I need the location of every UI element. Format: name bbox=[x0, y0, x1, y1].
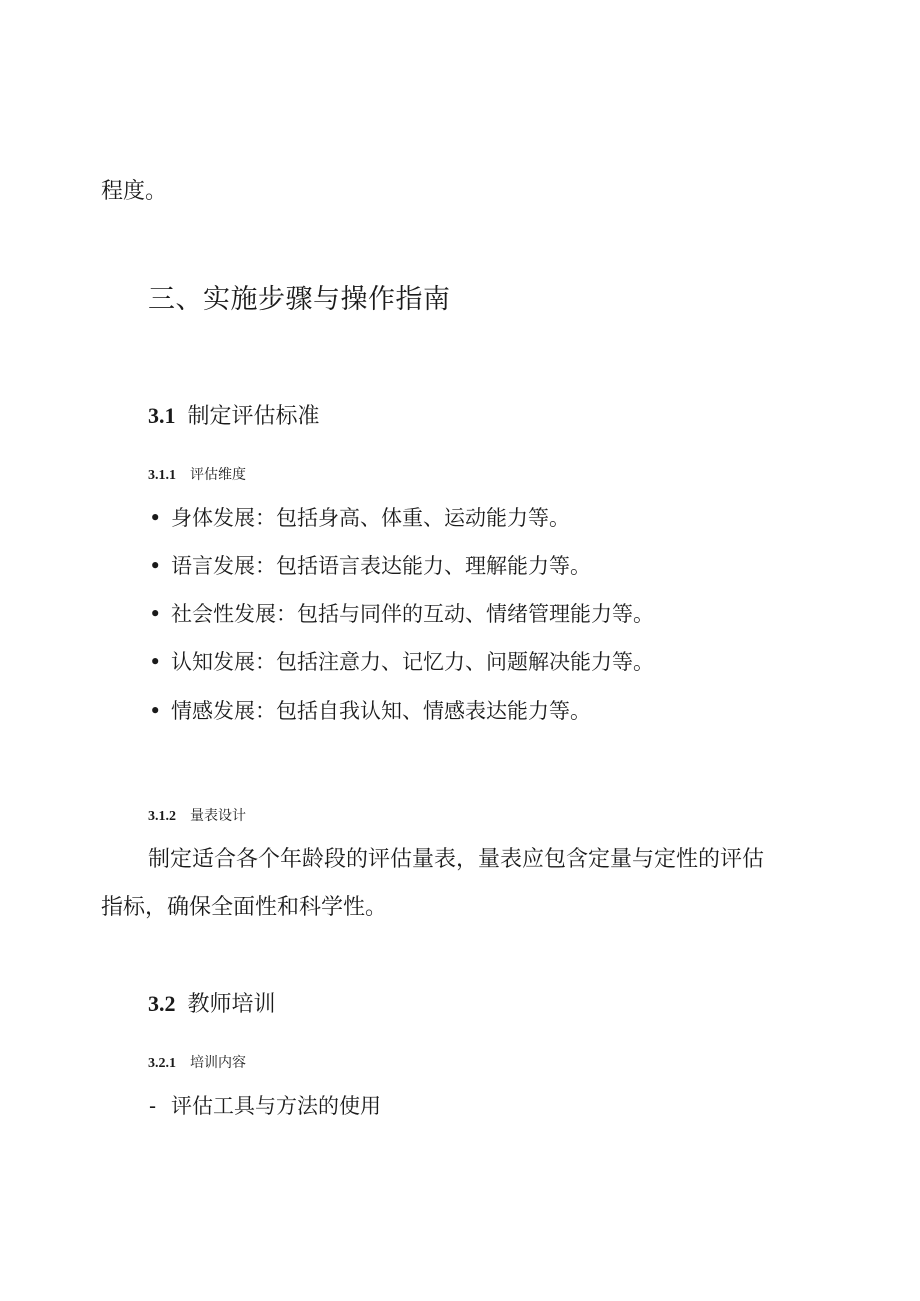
bullet-marker: • bbox=[149, 699, 162, 723]
bullet-marker: • bbox=[149, 554, 162, 578]
list-item bbox=[149, 552, 591, 580]
list-item-text: 语言发展：包括语言表达能力、理解能力等。 bbox=[171, 554, 591, 578]
bullet-marker: • bbox=[149, 506, 162, 530]
dash-list-item bbox=[149, 1092, 381, 1120]
heading-3-1-1-title: 评估维度 bbox=[190, 467, 246, 483]
list-item-text: 情感发展：包括自我认知、情感表达能力等。 bbox=[171, 699, 591, 723]
continuation-text: 程度。 bbox=[101, 179, 168, 204]
bullet-marker: • bbox=[149, 650, 162, 674]
list-item bbox=[149, 648, 654, 676]
heading-3-1 bbox=[148, 402, 320, 431]
heading-3-1-1-number: 3.1.1 bbox=[148, 468, 176, 483]
heading-3-1-1 bbox=[148, 466, 246, 485]
heading-3-1-number: 3.1 bbox=[148, 403, 176, 428]
heading-3-2-title: 教师培训 bbox=[187, 992, 276, 1017]
heading-3-1-2 bbox=[148, 807, 246, 826]
paragraph-line-1: 制定适合各个年龄段的评估量表，量表应包含定量与定性的评估 bbox=[148, 847, 765, 872]
heading-3-1-title: 制定评估标准 bbox=[187, 404, 320, 429]
section-title: 三、实施步骤与操作指南 bbox=[148, 284, 451, 315]
list-item-text: 认知发展：包括注意力、记忆力、问题解决能力等。 bbox=[171, 650, 654, 674]
heading-3-2-1-number: 3.2.1 bbox=[148, 1056, 176, 1071]
heading-3-2-1 bbox=[148, 1054, 246, 1073]
dash-marker: - bbox=[149, 1094, 157, 1118]
list-item bbox=[149, 600, 654, 628]
list-item-text: 社会性发展：包括与同伴的互动、情绪管理能力等。 bbox=[171, 602, 654, 626]
dash-list-item-text: 评估工具与方法的使用 bbox=[171, 1094, 381, 1118]
list-item bbox=[149, 697, 591, 725]
heading-3-1-2-number: 3.1.2 bbox=[148, 809, 176, 824]
paragraph-line-2: 指标，确保全面性和科学性。 bbox=[101, 895, 388, 920]
heading-3-2-1-title: 培训内容 bbox=[190, 1055, 246, 1071]
list-item-text: 身体发展：包括身高、体重、运动能力等。 bbox=[171, 506, 570, 530]
heading-3-1-2-title: 量表设计 bbox=[190, 808, 246, 824]
heading-3-2-number: 3.2 bbox=[148, 991, 176, 1016]
heading-3-2 bbox=[148, 990, 276, 1019]
bullet-marker: • bbox=[149, 602, 162, 626]
list-item bbox=[149, 504, 570, 532]
